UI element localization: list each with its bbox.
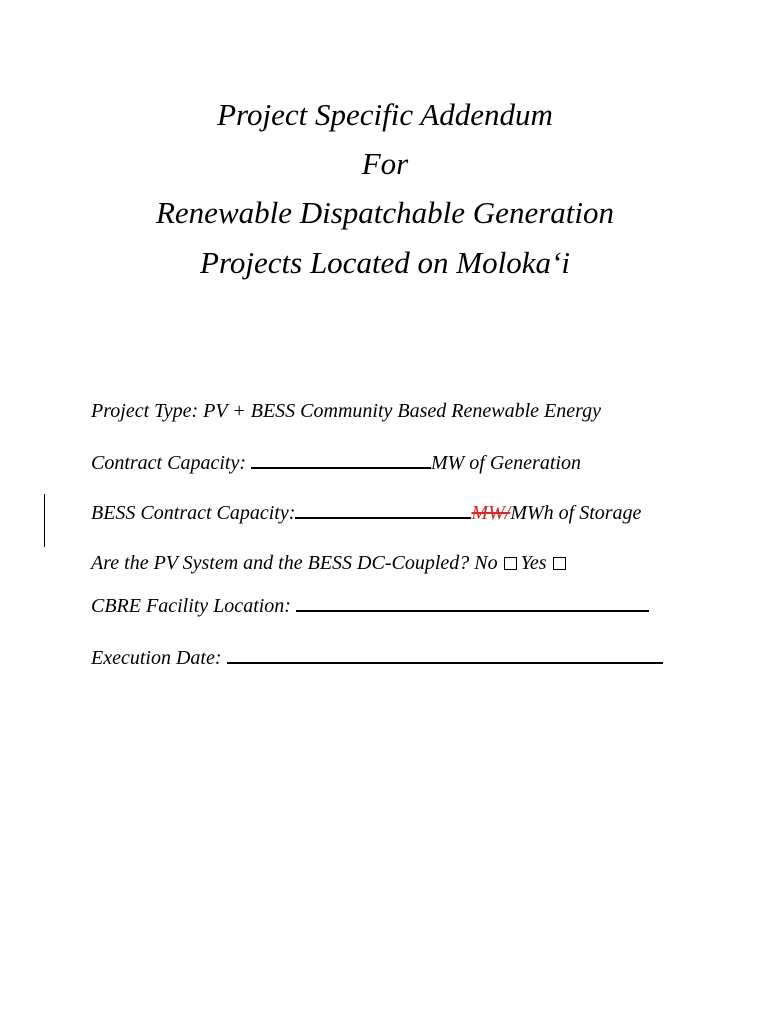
contract-capacity-blank[interactable] <box>251 449 431 469</box>
execution-date-blank[interactable] <box>227 644 663 664</box>
contract-capacity-line <box>91 449 581 476</box>
contract-capacity-label: Contract Capacity: <box>91 452 251 474</box>
title-line-1: Project Specific Addendum <box>217 97 553 132</box>
bess-capacity-line <box>91 499 641 526</box>
execution-date-line <box>91 644 663 671</box>
bess-capacity-struck-text: MW/ <box>471 502 511 524</box>
execution-date-label: Execution Date: <box>91 647 227 669</box>
dc-coupled-yes-label: Yes <box>520 552 547 574</box>
dc-coupled-line <box>91 550 570 576</box>
project-type-line: Project Type: PV + BESS Community Based Renewable Energy <box>91 400 602 422</box>
revision-change-bar <box>44 494 45 547</box>
facility-location-label: CBRE Facility Location: <box>91 595 296 617</box>
title-line-2: For <box>361 146 409 181</box>
contract-capacity-unit: MW of Generation <box>430 452 581 474</box>
facility-location-line <box>91 592 649 619</box>
title-line-3: Renewable Dispatchable Generation <box>155 195 614 230</box>
title-line-4: Projects Located on Moloka‘i <box>200 245 570 280</box>
dc-coupled-question: Are the PV System and the BESS DC-Coupled? No <box>91 552 498 574</box>
yes-checkbox[interactable] <box>553 557 566 570</box>
facility-location-blank[interactable] <box>296 592 649 612</box>
bess-capacity-unit: MWh of Storage <box>510 502 642 524</box>
bess-capacity-blank[interactable] <box>295 499 471 519</box>
no-checkbox[interactable] <box>504 557 517 570</box>
bess-capacity-label: BESS Contract Capacity: <box>91 502 296 524</box>
